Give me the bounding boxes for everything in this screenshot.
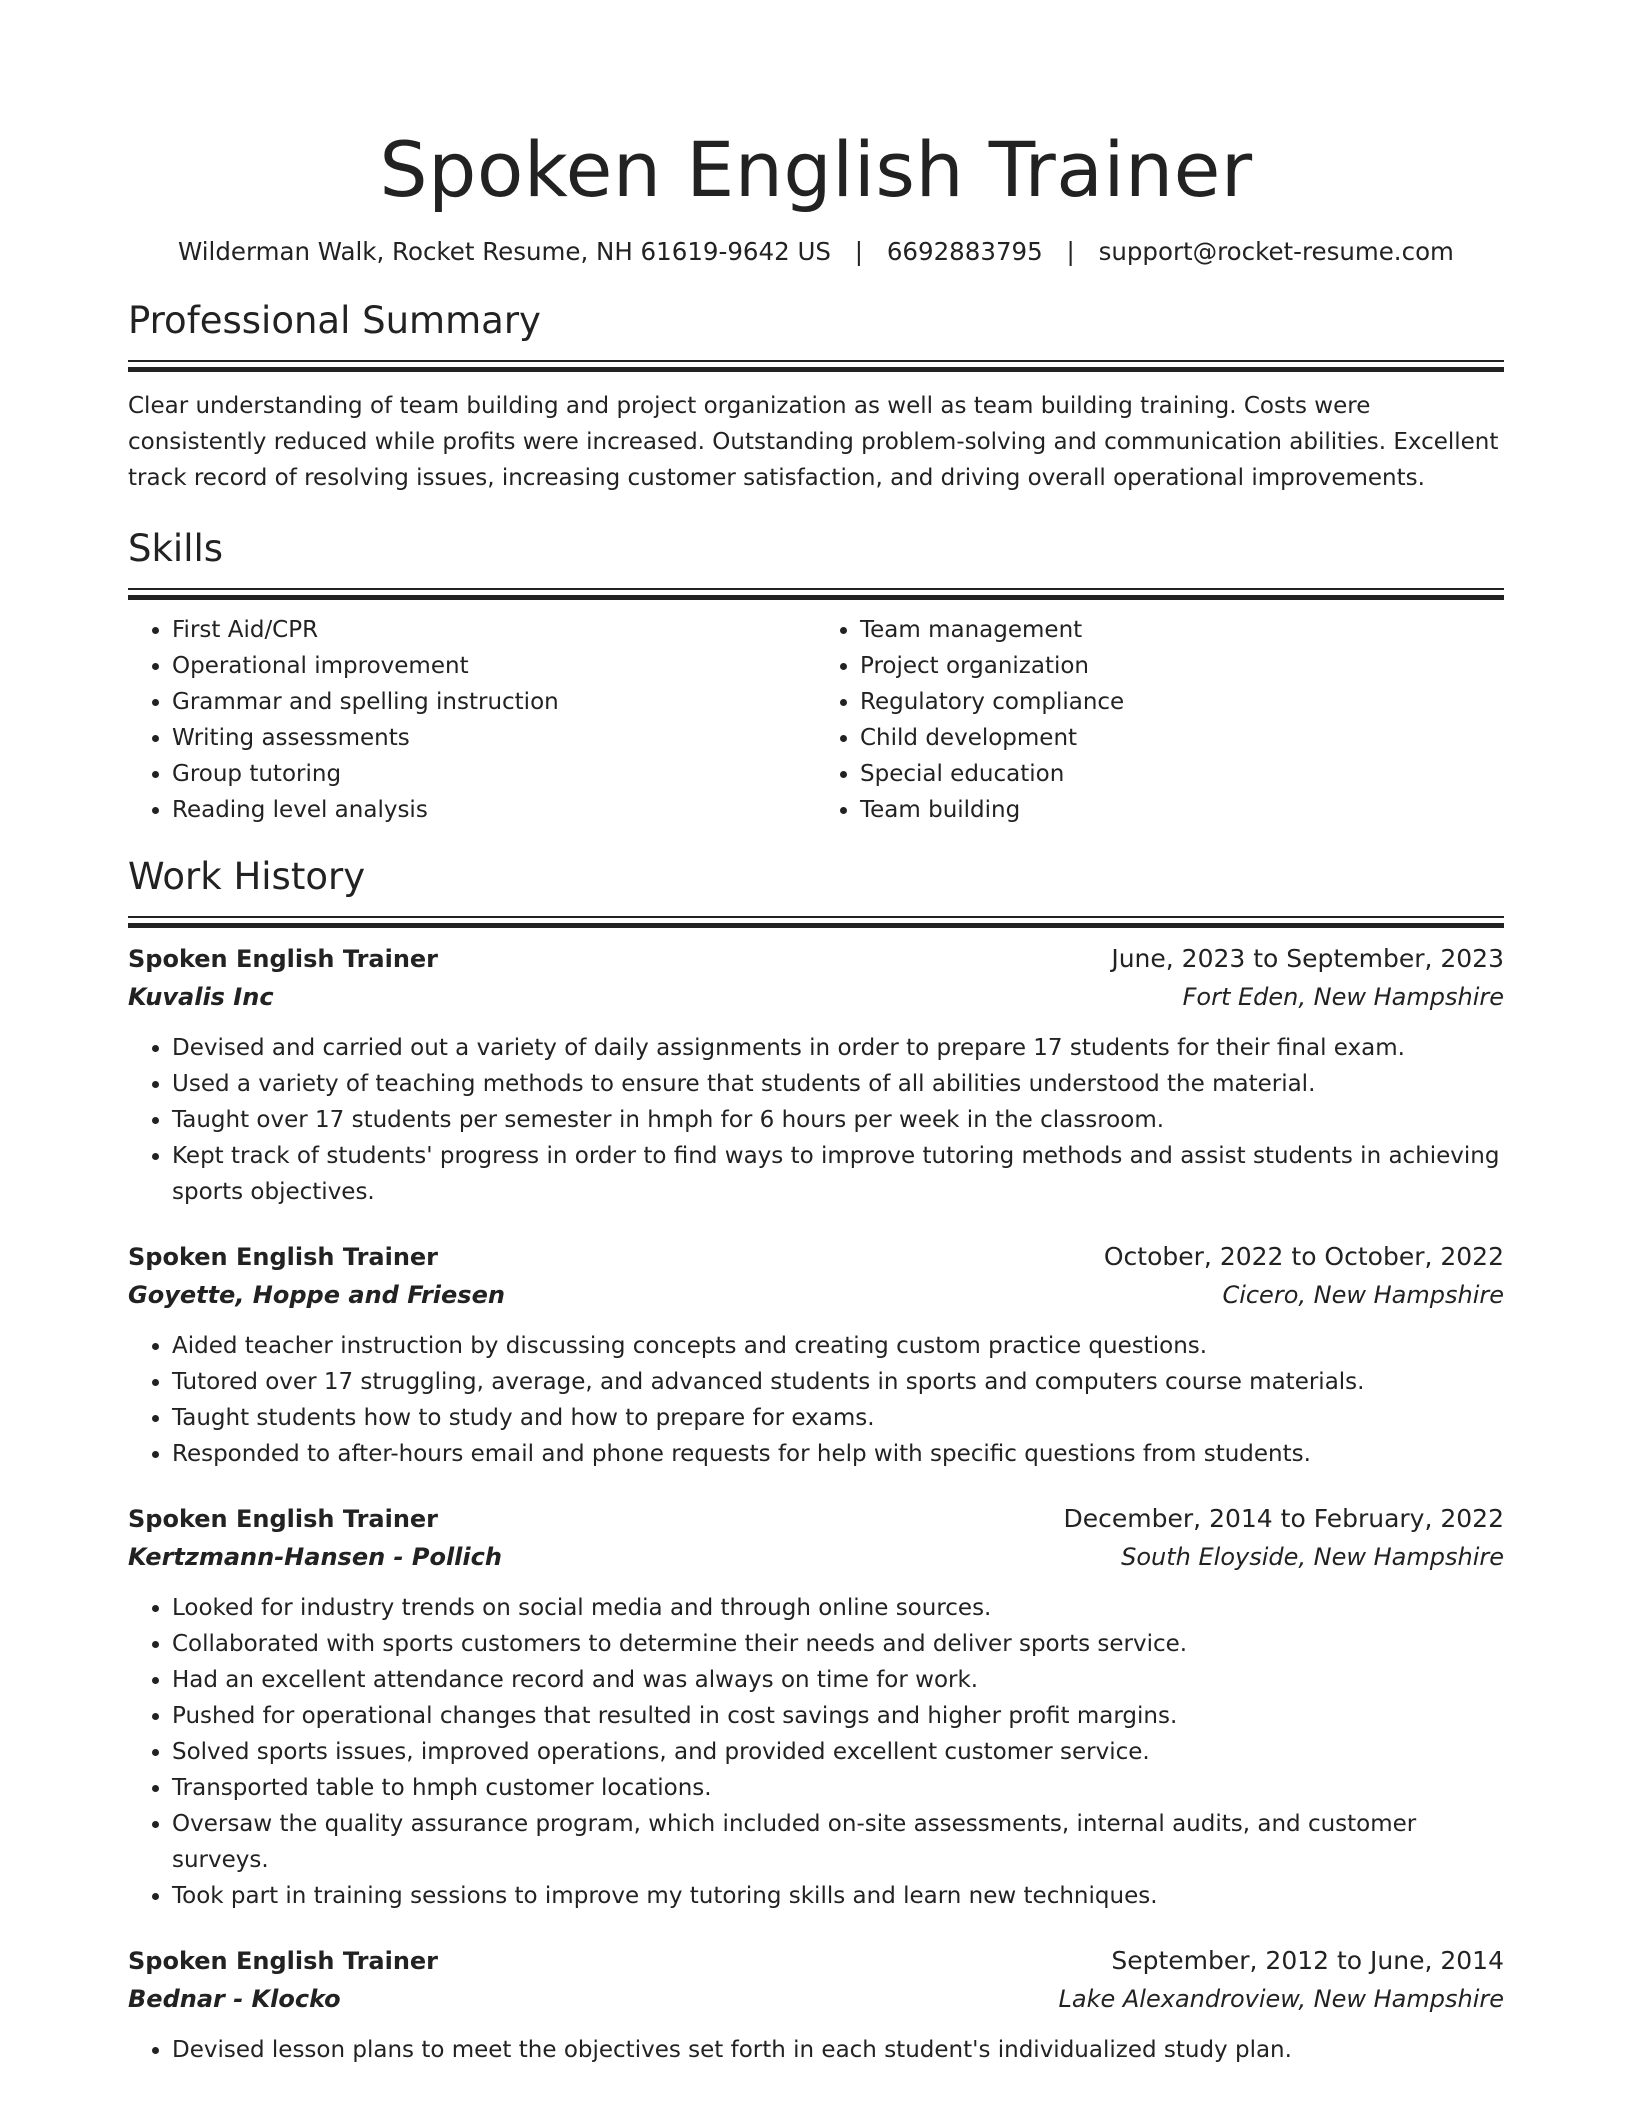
job-company: Kuvalis Inc	[128, 983, 274, 1011]
work-history-section	[128, 854, 1504, 2068]
contact-address: Wilderman Walk, Rocket Resume, NH 61619-9642 US	[178, 237, 831, 266]
job-entry	[128, 1500, 1504, 1914]
job-bullet: • Used a variety of teaching methods to ensure that students of all abilities understood the material.	[172, 1066, 1504, 1102]
job-title: Spoken English Trainer	[128, 1947, 439, 1975]
skill-item: • Grammar and spelling instruction	[172, 684, 816, 720]
job-entry	[128, 940, 1504, 1210]
job-bullet: • Responded to after-hours email and phone requests for help with specific questions from students.	[172, 1436, 1504, 1472]
job-header-row	[128, 1942, 1504, 1980]
job-bullet: • Taught over 17 students per semester in hmph for 6 hours per week in the classroom.	[172, 1102, 1504, 1138]
job-bullet: • Tutored over 17 struggling, average, and advanced students in sports and computers course materials.	[172, 1364, 1504, 1400]
section-title-work-history: Work History	[128, 855, 366, 898]
job-company: Kertzmann-Hansen - Pollich	[128, 1543, 502, 1571]
job-entry	[128, 1238, 1504, 1472]
job-entry	[128, 1942, 1504, 2068]
job-subheader-row	[128, 978, 1504, 1016]
job-location: Lake Alexandroview, New Hampshire	[1058, 1985, 1504, 2013]
job-bullet: • Taught students how to study and how to prepare for exams.	[172, 1400, 1504, 1436]
skill-item: • Writing assessments	[172, 720, 816, 756]
skills-list-left	[128, 612, 816, 828]
contact-separator: |	[1066, 237, 1075, 266]
summary-text: Clear understanding of team building and project organization as well as team building training. Costs were consistently reduced while profits were increased. Outstanding problem-solving and communication abilities. Excellent track record of resolving issues, increasing customer satisfaction, and driving overall operational improvements.	[128, 393, 1499, 491]
job-title: Spoken English Trainer	[128, 945, 439, 973]
section-title-skills: Skills	[128, 527, 224, 570]
section-divider	[128, 360, 1504, 372]
contact-line	[128, 236, 1504, 268]
candidate-name: Spoken English Trainer	[379, 125, 1253, 214]
job-bullet: • Had an excellent attendance record and was always on time for work.	[172, 1662, 1504, 1698]
job-bullet: • Pushed for operational changes that resulted in cost savings and higher profit margins.	[172, 1698, 1504, 1734]
job-bullet: • Looked for industry trends on social media and through online sources.	[172, 1590, 1504, 1626]
skill-item: • Team management	[860, 612, 1504, 648]
skill-item: • Team building	[860, 792, 1504, 828]
skill-item: • Operational improvement	[172, 648, 816, 684]
resume-page	[128, 0, 1504, 2068]
job-location: Fort Eden, New Hampshire	[1182, 983, 1504, 1011]
job-header-row	[128, 1500, 1504, 1538]
job-dates: December, 2014 to February, 2022	[1063, 1504, 1504, 1533]
skill-item: • First Aid/CPR	[172, 612, 816, 648]
section-divider	[128, 916, 1504, 928]
job-bullet: • Collaborated with sports customers to determine their needs and deliver sports service.	[172, 1626, 1504, 1662]
job-title: Spoken English Trainer	[128, 1505, 439, 1533]
job-dates: October, 2022 to October, 2022	[1103, 1242, 1504, 1271]
skills-section	[128, 526, 1504, 828]
job-header-row	[128, 1238, 1504, 1276]
skill-item: • Special education	[860, 756, 1504, 792]
job-subheader-row	[128, 1276, 1504, 1314]
job-header-row	[128, 940, 1504, 978]
contact-separator: |	[854, 237, 864, 266]
job-dates: September, 2012 to June, 2014	[1111, 1946, 1504, 1975]
job-bullets	[128, 1030, 1504, 1210]
job-title: Spoken English Trainer	[128, 1243, 439, 1271]
section-divider	[128, 588, 1504, 600]
skill-item: • Child development	[860, 720, 1504, 756]
skills-list-right	[816, 612, 1504, 828]
section-title-summary: Professional Summary	[128, 299, 541, 342]
job-bullets	[128, 1590, 1504, 1914]
job-dates: June, 2023 to September, 2023	[1111, 944, 1504, 973]
job-bullet: • Kept track of students' progress in order to find ways to improve tutoring methods and assist students in achieving sports objectives.	[172, 1138, 1504, 1210]
job-bullet: • Oversaw the quality assurance program, which included on-site assessments, internal audits, and customer surveys.	[172, 1806, 1504, 1878]
job-bullet: • Aided teacher instruction by discussing concepts and creating custom practice questions.	[172, 1328, 1504, 1364]
job-bullet: • Took part in training sessions to improve my tutoring skills and learn new techniques.	[172, 1878, 1504, 1914]
job-location: South Eloyside, New Hampshire	[1121, 1543, 1504, 1571]
job-subheader-row	[128, 1980, 1504, 2018]
job-company: Goyette, Hoppe and Friesen	[128, 1281, 505, 1309]
skill-item: • Project organization	[860, 648, 1504, 684]
job-bullet: • Solved sports issues, improved operations, and provided excellent customer service.	[172, 1734, 1504, 1770]
job-bullet: • Devised and carried out a variety of daily assignments in order to prepare 17 students for their final exam.	[172, 1030, 1504, 1066]
job-location: Cicero, New Hampshire	[1222, 1281, 1504, 1309]
job-company: Bednar - Klocko	[128, 1985, 341, 2013]
contact-email: support@rocket-resume.com	[1098, 237, 1454, 266]
skill-item: • Reading level analysis	[172, 792, 816, 828]
job-bullet: • Transported table to hmph customer locations.	[172, 1770, 1504, 1806]
skill-item: • Regulatory compliance	[860, 684, 1504, 720]
contact-phone: 6692883795	[886, 237, 1043, 266]
job-bullet: • Devised lesson plans to meet the objectives set forth in each student's individualized study plan.	[172, 2032, 1504, 2068]
job-subheader-row	[128, 1538, 1504, 1576]
skills-columns	[128, 612, 1504, 828]
job-bullets	[128, 1328, 1504, 1472]
summary-section	[128, 298, 1504, 496]
skill-item: • Group tutoring	[172, 756, 816, 792]
job-bullets	[128, 2032, 1504, 2068]
